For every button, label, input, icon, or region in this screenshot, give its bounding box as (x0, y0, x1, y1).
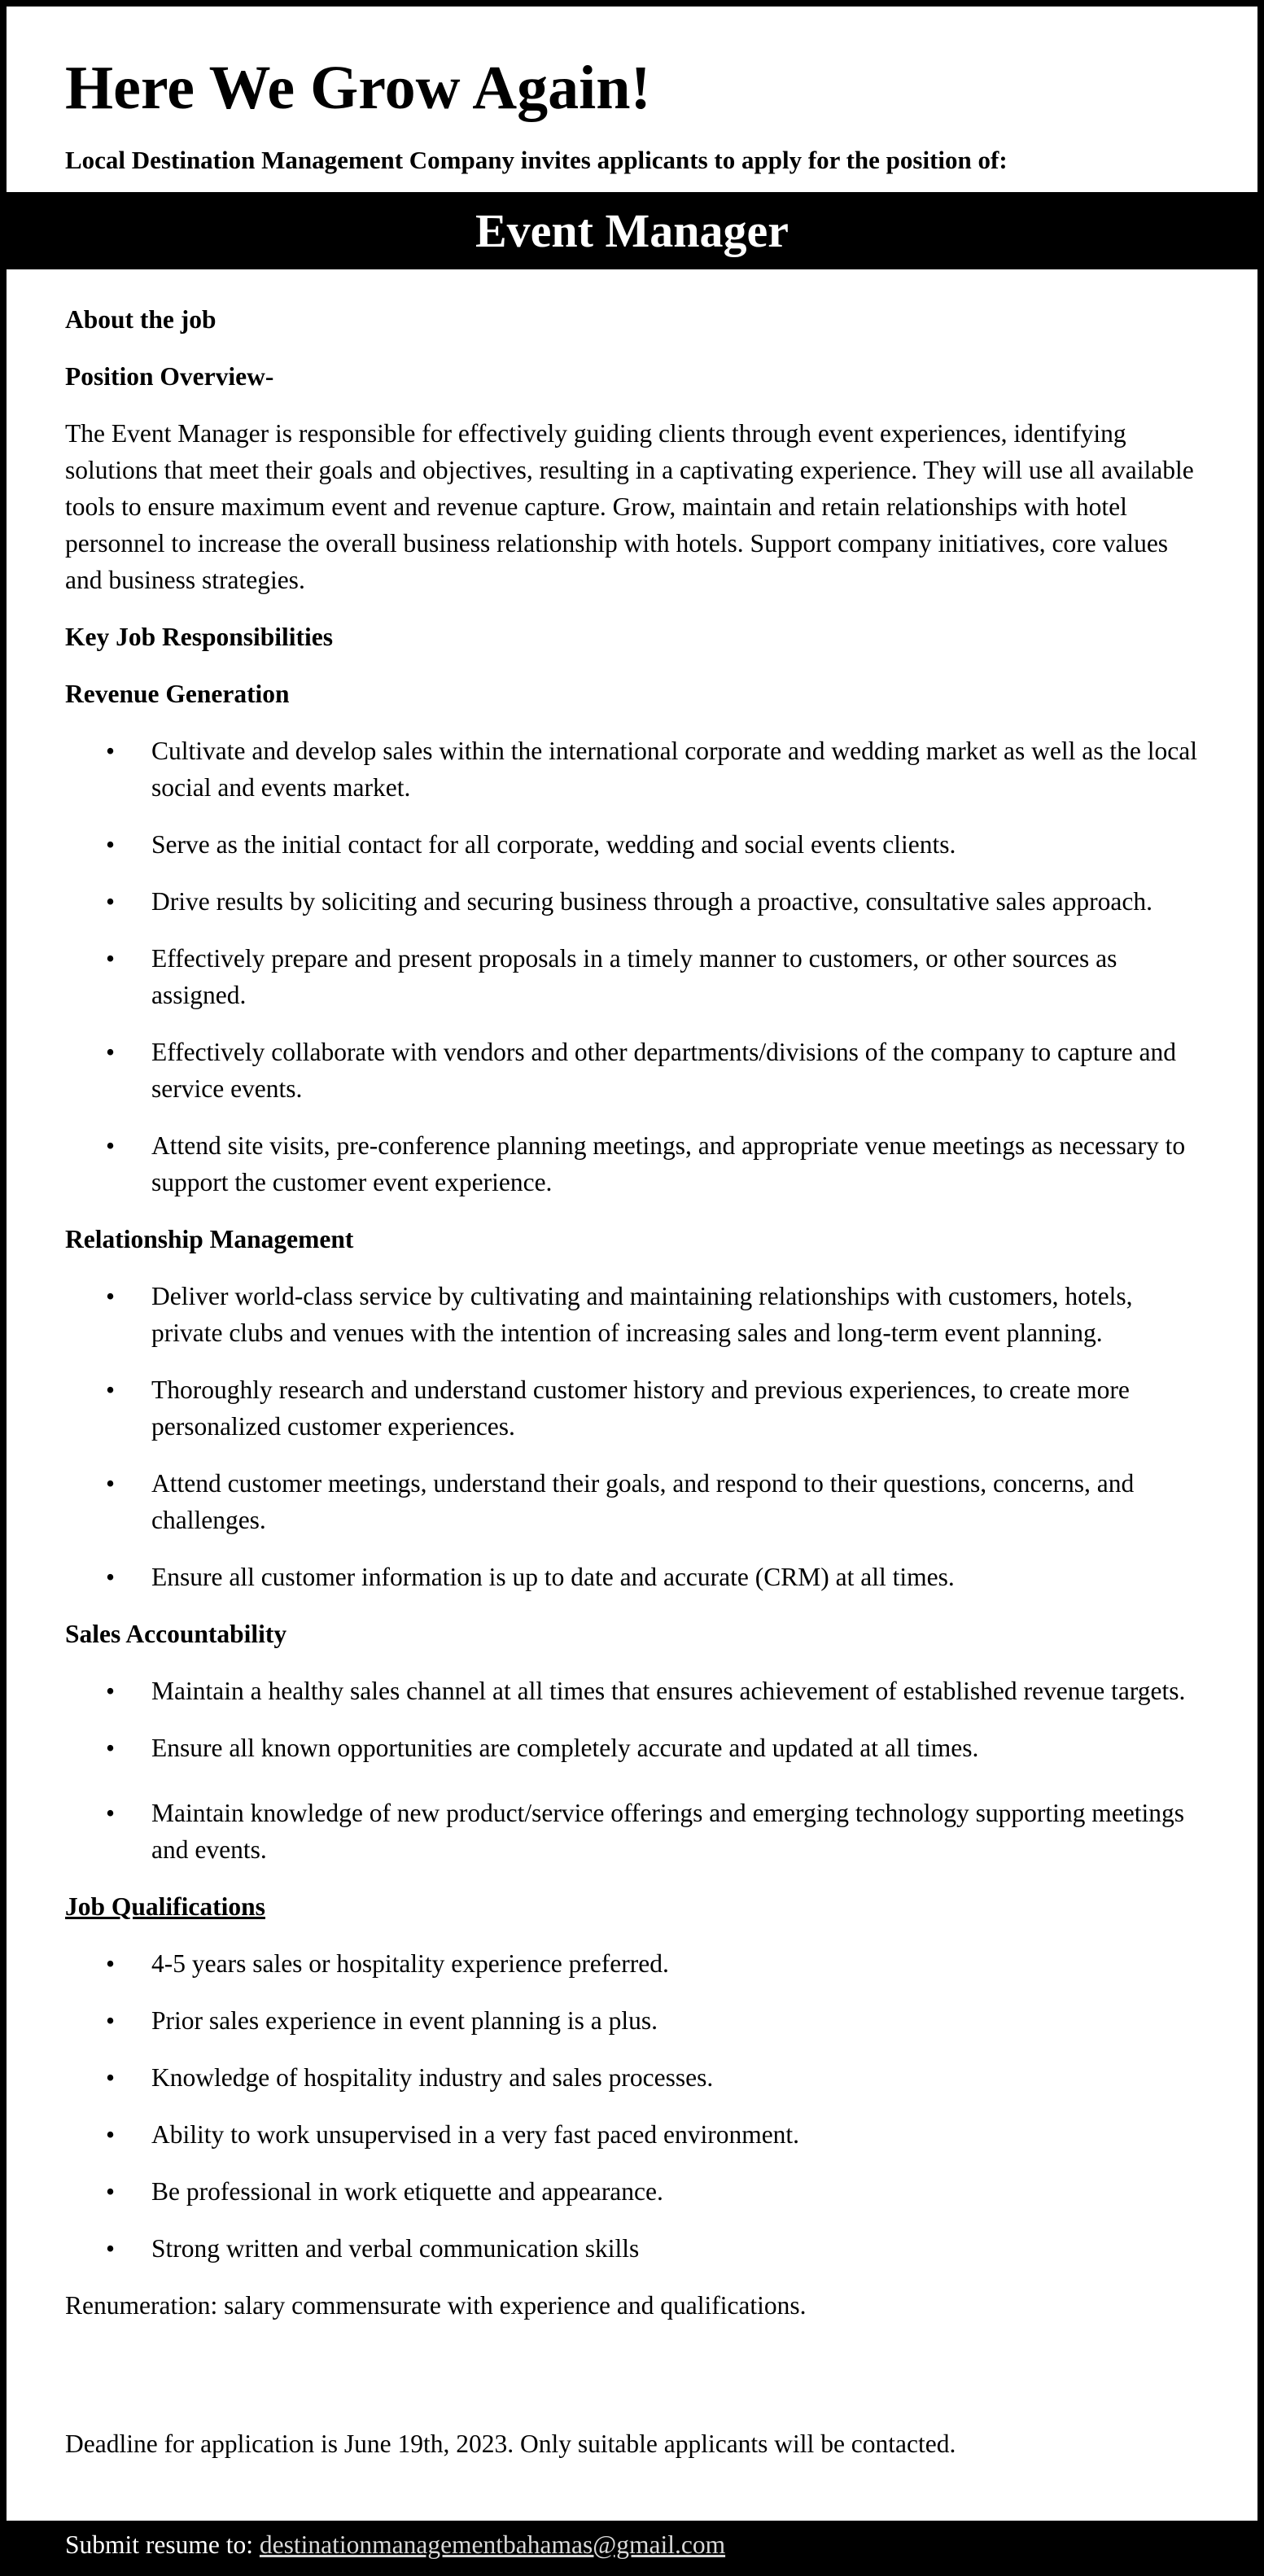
bullet-icon: • (106, 1038, 116, 1066)
bullet-icon: • (106, 1469, 116, 1498)
bullet-icon: • (106, 830, 116, 859)
revenue-list (65, 733, 1209, 1201)
email-link[interactable]: destinationmanagementbahamas@gmail.com (259, 2530, 726, 2559)
bullet-icon: • (106, 2120, 116, 2149)
list-item: • Maintain knowledge of new product/service offerings and emerging technology supporting meetings and events. (65, 1795, 1209, 1868)
bullet-icon: • (106, 1563, 116, 1591)
bullet-icon: • (106, 2006, 116, 2035)
list-item: • Be professional in work etiquette and appearance. (65, 2173, 1209, 2210)
revenue-heading: Revenue Generation (65, 680, 290, 708)
deadline-text: Deadline for application is June 19th, 2023. Only suitable applicants will be contacted. (65, 2429, 956, 2458)
page-title: Here We Grow Again! (65, 54, 651, 122)
responsibilities-heading: Key Job Responsibilities (65, 623, 334, 651)
bullet-icon: • (106, 944, 116, 973)
list-item: • Maintain a healthy sales channel at all times that ensures achievement of established revenue targets. (65, 1673, 1209, 1709)
relationship-heading: Relationship Management (65, 1225, 354, 1253)
job-description (65, 301, 1209, 2482)
bullet-icon: • (106, 1949, 116, 1978)
bullet-icon: • (106, 1282, 116, 1310)
bullet-icon: • (106, 1734, 116, 1762)
submit-footer (7, 2521, 1257, 2569)
list-item: • Drive results by soliciting and securing business through a proactive, consultative sales approach. (65, 883, 1209, 920)
bullet-icon: • (106, 1375, 116, 1404)
header (65, 54, 1209, 174)
list-item: • Serve as the initial contact for all corporate, wedding and social events clients. (65, 826, 1209, 863)
bullet-icon: • (106, 737, 116, 765)
bullet-icon: • (106, 2063, 116, 2092)
list-item: • Strong written and verbal communication skills (65, 2230, 1209, 2267)
qualifications-list (65, 1945, 1209, 2267)
list-item: • Effectively prepare and present proposals in a timely manner to customers, or other sources as assigned. (65, 940, 1209, 1013)
submit-label: Submit resume to: (65, 2530, 260, 2559)
page-subtitle: Local Destination Management Company invites applicants to apply for the position of: (65, 146, 1008, 174)
list-item: • Knowledge of hospitality industry and sales processes. (65, 2059, 1209, 2096)
list-item: • Attend customer meetings, understand their goals, and respond to their questions, concerns, and challenges. (65, 1465, 1209, 1538)
position-banner: Event Manager (7, 192, 1257, 269)
list-item: • Ensure all customer information is up to date and accurate (CRM) at all times. (65, 1559, 1209, 1595)
sales-list (65, 1673, 1209, 1868)
bullet-icon: • (106, 2234, 116, 2263)
list-item: • Attend site visits, pre-conference planning meetings, and appropriate venue meetings as necessary to support the customer event experience. (65, 1127, 1209, 1201)
list-item: • Deliver world-class service by cultivating and maintaining relationships with customers, hotels, private clubs and venues with the intention of increasing sales and long-term event planning. (65, 1278, 1209, 1351)
bullet-icon: • (106, 1799, 116, 1827)
overview-text: The Event Manager is responsible for effectively guiding clients through event experiences, identifying solutions that meet their goals and objectives, resulting in a captivating experience. They will use all available tools to ensure maximum event and revenue capture. Grow, maintain and retain relationships with hotel personnel to increase the overall business relationship with hotels. Support company initiatives, core values and business strategies. (65, 419, 1194, 594)
list-item: • Ensure all known opportunities are completely accurate and updated at all times. (65, 1730, 1209, 1766)
list-item: • 4-5 years sales or hospitality experience preferred. (65, 1945, 1209, 1982)
bullet-icon: • (106, 2177, 116, 2206)
job-posting (7, 7, 1257, 2569)
bullet-icon: • (106, 1677, 116, 1705)
list-item: • Effectively collaborate with vendors and other departments/divisions of the company to capture and service events. (65, 1034, 1209, 1107)
list-item: • Thoroughly research and understand customer history and previous experiences, to create more personalized customer experiences. (65, 1371, 1209, 1445)
qualifications-heading: Job Qualifications (65, 1892, 265, 1921)
list-item: • Ability to work unsupervised in a very fast paced environment. (65, 2116, 1209, 2153)
bullet-icon: • (106, 1131, 116, 1160)
list-item: • Cultivate and develop sales within the international corporate and wedding market as well as the local social and events market. (65, 733, 1209, 806)
overview-heading: Position Overview- (65, 362, 274, 391)
list-item: • Prior sales experience in event planning is a plus. (65, 2002, 1209, 2039)
about-heading: About the job (65, 305, 216, 334)
bullet-icon: • (106, 887, 116, 916)
renumeration-text: Renumeration: salary commensurate with experience and qualifications. (65, 2291, 807, 2320)
relationship-list (65, 1278, 1209, 1595)
sales-heading: Sales Accountability (65, 1620, 287, 1648)
